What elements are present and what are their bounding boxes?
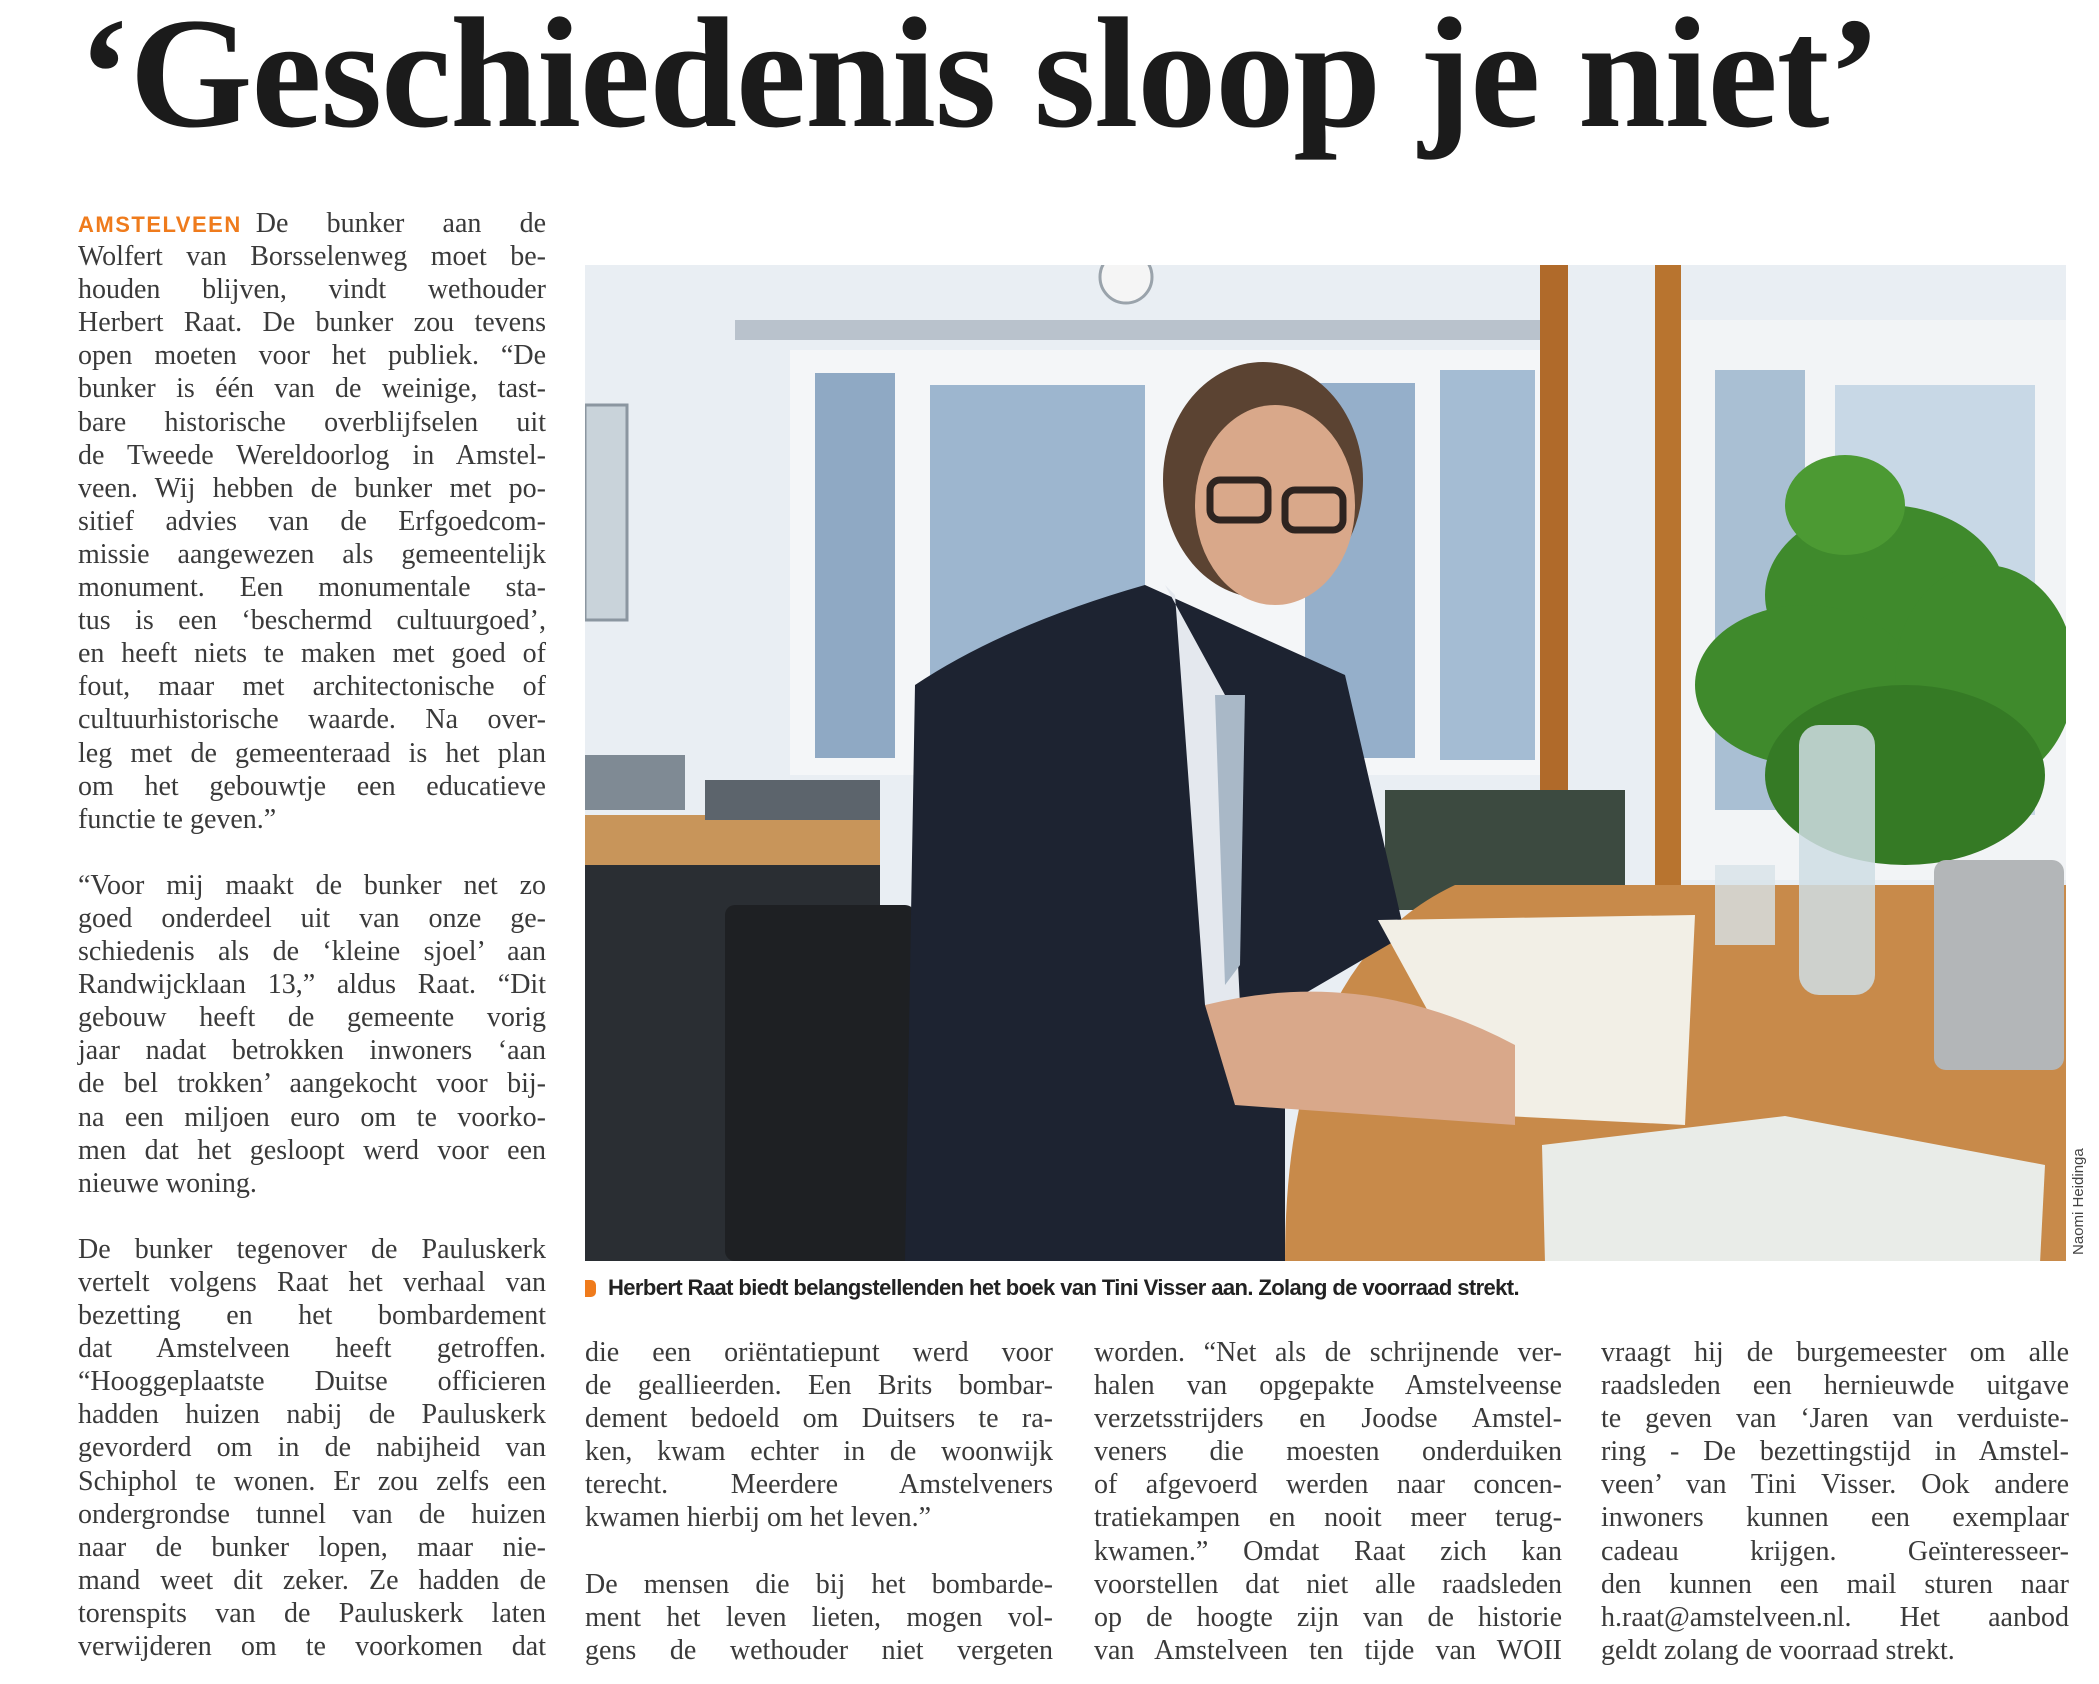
text-line: naar de bunker lopen, maar nie- xyxy=(78,1531,546,1563)
text-line: te geven van ‘Jaren van verduiste- xyxy=(1601,1403,2069,1435)
caption-marker-icon xyxy=(585,1280,596,1297)
text-line: veners die moesten onderduiken xyxy=(1094,1436,1562,1468)
paragraph-gap xyxy=(78,1200,546,1233)
paragraph-gap xyxy=(78,836,546,869)
text-line: bezetting en het bombardement xyxy=(78,1300,546,1332)
text-line: cadeau krijgen. Geïnteresseer- xyxy=(1601,1535,2069,1567)
text-line: leg met de gemeenteraad is het plan xyxy=(78,737,546,769)
text-line: tus is een ‘beschermd cultuurgoed’, xyxy=(78,605,546,637)
text-line: goed onderdeel uit van onze ge- xyxy=(78,902,546,934)
window-pane xyxy=(1440,370,1535,760)
text-line: torenspits van de Pauluskerk laten xyxy=(78,1597,546,1629)
dateline: AMSTELVEEN xyxy=(78,212,242,237)
paragraph xyxy=(1094,1336,1562,1667)
photo-credit: Naomi Heidinga xyxy=(2070,1148,2087,1255)
text-line: vertelt volgens Raat het verhaal van xyxy=(78,1267,546,1298)
text-line: functie te geven.” xyxy=(78,803,277,835)
text-line: inwoners kunnen een exemplaar xyxy=(1601,1502,2069,1534)
text-line: bunker is één van de weinige, tast- xyxy=(78,373,546,405)
text-line: voorstellen dat niet alle raadsleden xyxy=(1094,1568,1562,1600)
text-line: jaar nadat betrokken inwoners ‘aan xyxy=(78,1035,546,1067)
text-line: die een oriëntatiepunt werd voor xyxy=(585,1337,1053,1368)
text-line: “Voor mij maakt de bunker net zo xyxy=(78,869,546,901)
text-line: veen. Wij hebben de bunker met po- xyxy=(78,472,546,504)
text-line: van Amstelveen ten tijde van WOII xyxy=(1094,1634,1562,1666)
office-chair xyxy=(725,905,915,1261)
text-line: ment het leven lieten, mogen vol- xyxy=(585,1601,1053,1633)
text-line: dement bedoeld om Duitsers te ra- xyxy=(585,1403,1053,1435)
text-line: op de hoogte zijn van de historie xyxy=(1094,1601,1562,1633)
text-line: mand weet dit zeker. Ze hadden de xyxy=(78,1564,546,1596)
photo-caption xyxy=(585,1275,1519,1301)
laptop xyxy=(585,755,685,810)
text-line: sitief advies van de Erfgoedcom- xyxy=(78,505,546,537)
text-line: vraagt hij de burgemeester om alle xyxy=(1601,1337,2069,1368)
wall-poster xyxy=(585,405,627,620)
text-line: verwijderen om te voorkomen dat xyxy=(78,1631,546,1663)
text-line: h.raat@amstelveen.nl. Het aanbod xyxy=(1601,1601,2069,1633)
text-line-rest: De bunker aan de xyxy=(255,208,546,239)
paragraph xyxy=(78,207,546,836)
text-line: men dat het gesloopt werd voor een xyxy=(78,1134,546,1166)
caption-text: Herbert Raat biedt belangstellenden het boek van Tini Visser aan. Zolang de voorraad strekt. xyxy=(608,1275,1520,1300)
paragraph xyxy=(585,1336,1053,1535)
text-line: kwamen hierbij om het leven.” xyxy=(585,1502,931,1534)
text-line: Wolfert van Borsselenweg moet be- xyxy=(78,241,546,273)
paragraph xyxy=(78,869,546,1200)
article-column-3 xyxy=(1094,1336,1562,1667)
text-line: houden blijven, vindt wethouder xyxy=(78,274,546,306)
desk-top xyxy=(585,815,880,865)
water-bottle xyxy=(1799,725,1875,995)
text-line: gebouw heeft de gemeente vorig xyxy=(78,1002,546,1034)
text-line: bare historische overblijfselen uit xyxy=(78,406,546,438)
text-line: den kunnen een mail sturen naar xyxy=(1601,1568,2069,1600)
text-line: tratiekampen en nooit meer terug- xyxy=(1094,1502,1562,1534)
text-line: ken, kwam echter in de woonwijk xyxy=(585,1436,1053,1468)
text-line: Schiphol te wonen. Er zou zelfs een xyxy=(78,1465,546,1497)
face xyxy=(1195,405,1355,605)
text-line: raadsleden een hernieuwde uitgave xyxy=(1601,1370,2069,1402)
headline: ‘Geschiedenis sloop je niet’ xyxy=(78,0,1881,161)
text-line: missie aangewezen als gemeentelijk xyxy=(78,538,546,570)
article-column-4 xyxy=(1601,1336,2069,1667)
text-line: worden. “Net als de schrijnende ver- xyxy=(1094,1337,1562,1368)
text-line: “Hooggeplaatste Duitse officieren xyxy=(78,1366,546,1398)
text-line: en heeft niets te maken met goed of xyxy=(78,638,546,670)
text-line: de Tweede Wereldoorlog in Amstel- xyxy=(78,439,546,471)
paragraph xyxy=(585,1568,1053,1667)
text-line: veen’ van Tini Visser. Ook andere xyxy=(1601,1469,2069,1501)
text-line: schiedenis als de ‘kleine sjoel’ aan xyxy=(78,936,546,968)
text-line: de bel trokken’ aangekocht voor bij- xyxy=(78,1068,546,1100)
window-pane xyxy=(815,373,895,758)
glass xyxy=(1715,865,1775,945)
text-line: Herbert Raat. De bunker zou tevens xyxy=(78,307,546,339)
text-line: monument. Een monumentale sta- xyxy=(78,572,546,604)
text-line: De mensen die bij het bombarde- xyxy=(585,1568,1053,1600)
paragraph-gap xyxy=(585,1535,1053,1568)
text-line: kwamen.” Omdat Raat zich kan xyxy=(1094,1535,1562,1567)
text-line: of afgevoerd werden naar concen- xyxy=(1094,1469,1562,1501)
text-line: ondergrondse tunnel van de huizen xyxy=(78,1498,546,1530)
text-line: open moeten voor het publiek. “De xyxy=(78,340,546,372)
photo-scene xyxy=(585,265,2066,1261)
text-line: gens de wethouder niet vergeten xyxy=(585,1634,1053,1666)
paragraph xyxy=(78,1233,546,1663)
text-line: Randwijcklaan 13,” aldus Raat. “Dit xyxy=(78,969,546,1001)
text-line: dat Amstelveen heeft getroffen. xyxy=(78,1333,546,1365)
text-line: geldt zolang de voorraad strekt. xyxy=(1601,1634,1955,1666)
text-line: na een miljoen euro om te voorko- xyxy=(78,1101,546,1133)
text-line: fout, maar met architectonische of xyxy=(78,671,546,703)
text-line xyxy=(78,207,546,240)
article-column-1 xyxy=(78,207,546,1663)
article-column-2 xyxy=(585,1336,1053,1667)
text-line: halen van opgepakte Amstelveense xyxy=(1094,1370,1562,1402)
text-line: de geallieerden. Een Brits bombar- xyxy=(585,1370,1053,1402)
text-line: cultuurhistorische waarde. Na over- xyxy=(78,704,546,736)
text-line: verzetsstrijders en Joodse Amstel- xyxy=(1094,1403,1562,1435)
text-line: ring - De bezettingstijd in Amstel- xyxy=(1601,1436,2069,1468)
text-line: De bunker tegenover de Pauluskerk xyxy=(78,1233,546,1265)
paragraph xyxy=(1601,1336,2069,1667)
text-line: om het gebouwtje een educatieve xyxy=(78,770,546,802)
paper-stack xyxy=(705,780,880,820)
wall-clock xyxy=(1100,265,1152,303)
steel-canister xyxy=(1934,860,2064,1070)
text-line: gevorderd om in de nabijheid van xyxy=(78,1432,546,1464)
text-line: terecht. Meerdere Amstelveners xyxy=(585,1469,1053,1501)
wood-pillar xyxy=(1655,265,1681,885)
window-blind-rail xyxy=(735,320,1555,340)
text-line: nieuwe woning. xyxy=(78,1167,257,1199)
article-photo xyxy=(585,265,2066,1261)
text-line: hadden huizen nabij de Pauluskerk xyxy=(78,1399,546,1431)
